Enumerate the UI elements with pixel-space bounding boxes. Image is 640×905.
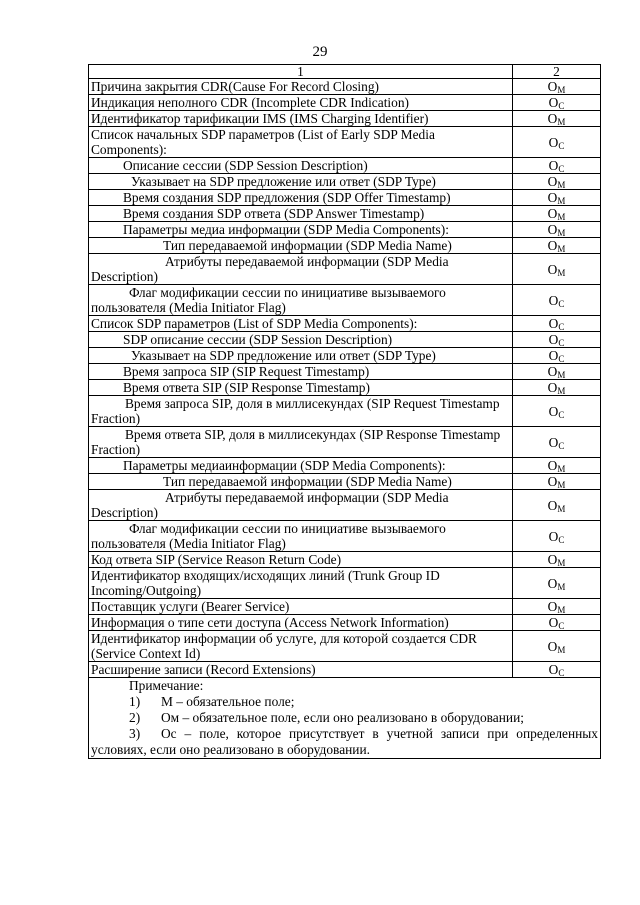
- status-subscript: C: [558, 534, 565, 545]
- column-header-code: 2: [513, 65, 601, 79]
- field-status-code: [513, 348, 601, 364]
- table-row: [89, 222, 601, 238]
- field-name: [89, 427, 513, 458]
- status-letter: O: [548, 348, 559, 363]
- status-letter: O: [547, 364, 558, 379]
- field-status-code: [513, 111, 601, 127]
- status-letter: O: [547, 638, 558, 654]
- field-status-code: [513, 174, 601, 190]
- note-row: [89, 678, 601, 759]
- table-row: [89, 599, 601, 615]
- table-row: [89, 174, 601, 190]
- note-item-number: 2): [129, 710, 141, 725]
- table-row: [89, 631, 601, 662]
- status-letter: O: [547, 206, 558, 221]
- field-name: Идентификатор тарификации IMS (IMS Charging Identifier): [89, 111, 513, 127]
- status-subscript: C: [558, 668, 565, 678]
- status-letter: O: [548, 434, 559, 450]
- status-subscript: M: [557, 228, 566, 238]
- page-number: 29: [312, 44, 328, 60]
- field-status-code: [513, 238, 601, 254]
- status-subscript: C: [558, 440, 565, 451]
- field-name: Время создания SDP предложения (SDP Offer Timestamp): [89, 190, 513, 206]
- field-status-code: [513, 458, 601, 474]
- status-subscript: M: [557, 558, 566, 568]
- field-status-code: [513, 662, 601, 678]
- field-name-text: Время ответа SIP, доля в миллисекундах (SIP Response Timestamp Fraction): [91, 427, 501, 457]
- status-subscript: C: [558, 621, 565, 631]
- status-letter: O: [547, 497, 558, 513]
- field-name-text: Атрибуты передаваемой информации (SDP Media Description): [91, 490, 449, 520]
- note-item: [91, 694, 598, 710]
- table-row: [89, 615, 601, 631]
- note-item: [91, 726, 598, 758]
- status-subscript: M: [557, 196, 566, 206]
- status-letter: O: [547, 238, 558, 253]
- status-letter: O: [547, 261, 558, 277]
- note-item-text: Ом – обязательное поле, если оно реализовано в оборудовании;: [161, 710, 524, 725]
- table-row: [89, 190, 601, 206]
- field-name: [89, 254, 513, 285]
- table-row: [89, 95, 601, 111]
- note-item-number: 1): [129, 694, 141, 709]
- table-row: [89, 552, 601, 568]
- status-subscript: C: [558, 140, 565, 151]
- field-status-code: [513, 254, 601, 285]
- status-subscript: C: [558, 409, 565, 420]
- status-letter: O: [547, 190, 558, 205]
- field-name: Код ответа SIP (Service Reason Return Code): [89, 552, 513, 568]
- table-row: [89, 348, 601, 364]
- field-status-code: [513, 95, 601, 111]
- status-letter: O: [547, 222, 558, 237]
- field-name: Параметры медиа информации (SDP Media Components):: [89, 222, 513, 238]
- field-name: Информация о типе сети доступа (Access Network Information): [89, 615, 513, 631]
- field-name: Параметры медиаинформации (SDP Media Components):: [89, 458, 513, 474]
- field-status-code: [513, 285, 601, 316]
- field-status-code: [513, 521, 601, 552]
- table-row: [89, 396, 601, 427]
- note-cell: [89, 678, 601, 759]
- field-status-code: [513, 599, 601, 615]
- status-letter: O: [548, 662, 559, 677]
- field-status-code: [513, 332, 601, 348]
- field-status-code: [513, 631, 601, 662]
- field-status-code: [513, 190, 601, 206]
- table-row: [89, 238, 601, 254]
- field-name: Индикация неполного CDR (Incomplete CDR Indication): [89, 95, 513, 111]
- field-name: Причина закрытия CDR(Cause For Record Closing): [89, 79, 513, 95]
- field-status-code: [513, 364, 601, 380]
- field-name-text: Атрибуты передаваемой информации (SDP Media Description): [91, 254, 449, 284]
- status-letter: O: [547, 174, 558, 189]
- status-subscript: M: [557, 370, 566, 380]
- field-name: Указывает на SDP предложение или ответ (SDP Type): [89, 174, 513, 190]
- field-status-code: [513, 79, 601, 95]
- table-row: [89, 490, 601, 521]
- field-name: Указывает на SDP предложение или ответ (SDP Type): [89, 348, 513, 364]
- note-item: [91, 710, 598, 726]
- status-subscript: M: [557, 212, 566, 222]
- table-row: [89, 568, 601, 599]
- status-letter: O: [547, 552, 558, 567]
- table-row: [89, 662, 601, 678]
- field-status-code: [513, 206, 601, 222]
- status-letter: O: [547, 380, 558, 395]
- status-subscript: C: [558, 322, 565, 332]
- field-status-code: [513, 158, 601, 174]
- status-subscript: M: [557, 644, 566, 655]
- status-subscript: M: [557, 180, 566, 190]
- status-letter: O: [548, 615, 559, 630]
- status-letter: O: [547, 599, 558, 614]
- field-status-code: [513, 615, 601, 631]
- table-row: [89, 521, 601, 552]
- note-item-text: Ос – поле, которое присутствует в учетной записи при определенных условиях, если оно реализовано в оборудовании.: [91, 726, 598, 757]
- column-header-field: 1: [89, 65, 513, 79]
- status-letter: O: [548, 332, 559, 347]
- field-name-text: Флаг модификации сессии по инициативе вызываемого пользователя (Media Initiator Flag): [91, 285, 446, 315]
- field-name: Идентификатор информации об услуге, для которой создается CDR (Service Context Id): [89, 631, 513, 662]
- table-row: [89, 458, 601, 474]
- field-status-code: [513, 490, 601, 521]
- status-subscript: C: [558, 354, 565, 364]
- field-name: Описание сессии (SDP Session Description): [89, 158, 513, 174]
- table-row: [89, 364, 601, 380]
- status-letter: O: [547, 458, 558, 473]
- field-name: Идентификатор входящих/исходящих линий (Trunk Group ID Incoming/Outgoing): [89, 568, 513, 599]
- field-status-code: [513, 127, 601, 158]
- table-row: [89, 316, 601, 332]
- field-name: Список SDP параметров (List of SDP Media Components):: [89, 316, 513, 332]
- status-letter: O: [548, 95, 559, 110]
- table-row: [89, 254, 601, 285]
- status-letter: O: [547, 79, 558, 94]
- table-row: [89, 158, 601, 174]
- note-item-number: 3): [129, 726, 141, 741]
- field-name: [89, 490, 513, 521]
- field-status-code: [513, 222, 601, 238]
- status-subscript: C: [558, 298, 565, 309]
- cdr-fields-table: [88, 64, 601, 759]
- status-letter: O: [548, 158, 559, 173]
- status-letter: O: [548, 292, 559, 308]
- note-item-text: M – обязательное поле;: [161, 694, 295, 709]
- status-subscript: M: [557, 85, 566, 95]
- field-status-code: [513, 316, 601, 332]
- status-subscript: M: [557, 480, 566, 490]
- status-subscript: M: [557, 117, 566, 127]
- status-letter: O: [548, 528, 559, 544]
- status-subscript: M: [557, 464, 566, 474]
- status-subscript: M: [557, 267, 566, 278]
- field-status-code: [513, 474, 601, 490]
- status-subscript: M: [557, 605, 566, 615]
- field-status-code: [513, 552, 601, 568]
- field-name: Время запроса SIP (SIP Request Timestamp): [89, 364, 513, 380]
- field-name: Тип передаваемой информации (SDP Media Name): [89, 474, 513, 490]
- table-row: [89, 285, 601, 316]
- field-name: Список начальных SDP параметров (List of Early SDP Media Components):: [89, 127, 513, 158]
- table-header-row: [89, 65, 601, 79]
- table-row: [89, 332, 601, 348]
- field-name: Расширение записи (Record Extensions): [89, 662, 513, 678]
- table-row: [89, 206, 601, 222]
- status-letter: O: [548, 403, 559, 419]
- status-subscript: M: [557, 581, 566, 592]
- table-row: [89, 380, 601, 396]
- field-status-code: [513, 427, 601, 458]
- status-subscript: M: [557, 244, 566, 254]
- status-subscript: M: [557, 386, 566, 396]
- field-status-code: [513, 568, 601, 599]
- table-row: [89, 427, 601, 458]
- field-name: SDP описание сессии (SDP Session Description): [89, 332, 513, 348]
- status-letter: O: [547, 575, 558, 591]
- field-name: [89, 521, 513, 552]
- status-letter: O: [547, 474, 558, 489]
- status-subscript: C: [558, 338, 565, 348]
- status-subscript: C: [558, 101, 565, 111]
- field-name: [89, 396, 513, 427]
- note-title: Примечание:: [129, 678, 204, 693]
- field-name-text: Флаг модификации сессии по инициативе вызываемого пользователя (Media Initiator Flag): [91, 521, 446, 551]
- field-name-text: Время запроса SIP, доля в миллисекундах (SIP Request Timestamp Fraction): [91, 396, 500, 426]
- table-body: [89, 79, 601, 678]
- status-subscript: M: [557, 503, 566, 514]
- table-row: [89, 79, 601, 95]
- table-row: [89, 127, 601, 158]
- field-status-code: [513, 380, 601, 396]
- table-row: [89, 111, 601, 127]
- field-name: Тип передаваемой информации (SDP Media Name): [89, 238, 513, 254]
- status-letter: O: [547, 111, 558, 126]
- field-name: Время ответа SIP (SIP Response Timestamp): [89, 380, 513, 396]
- field-name: [89, 285, 513, 316]
- field-status-code: [513, 396, 601, 427]
- status-letter: O: [548, 134, 559, 150]
- status-letter: O: [548, 316, 559, 331]
- field-name: Поставщик услуги (Bearer Service): [89, 599, 513, 615]
- field-name: Время создания SDP ответа (SDP Answer Timestamp): [89, 206, 513, 222]
- status-subscript: C: [558, 164, 565, 174]
- table-row: [89, 474, 601, 490]
